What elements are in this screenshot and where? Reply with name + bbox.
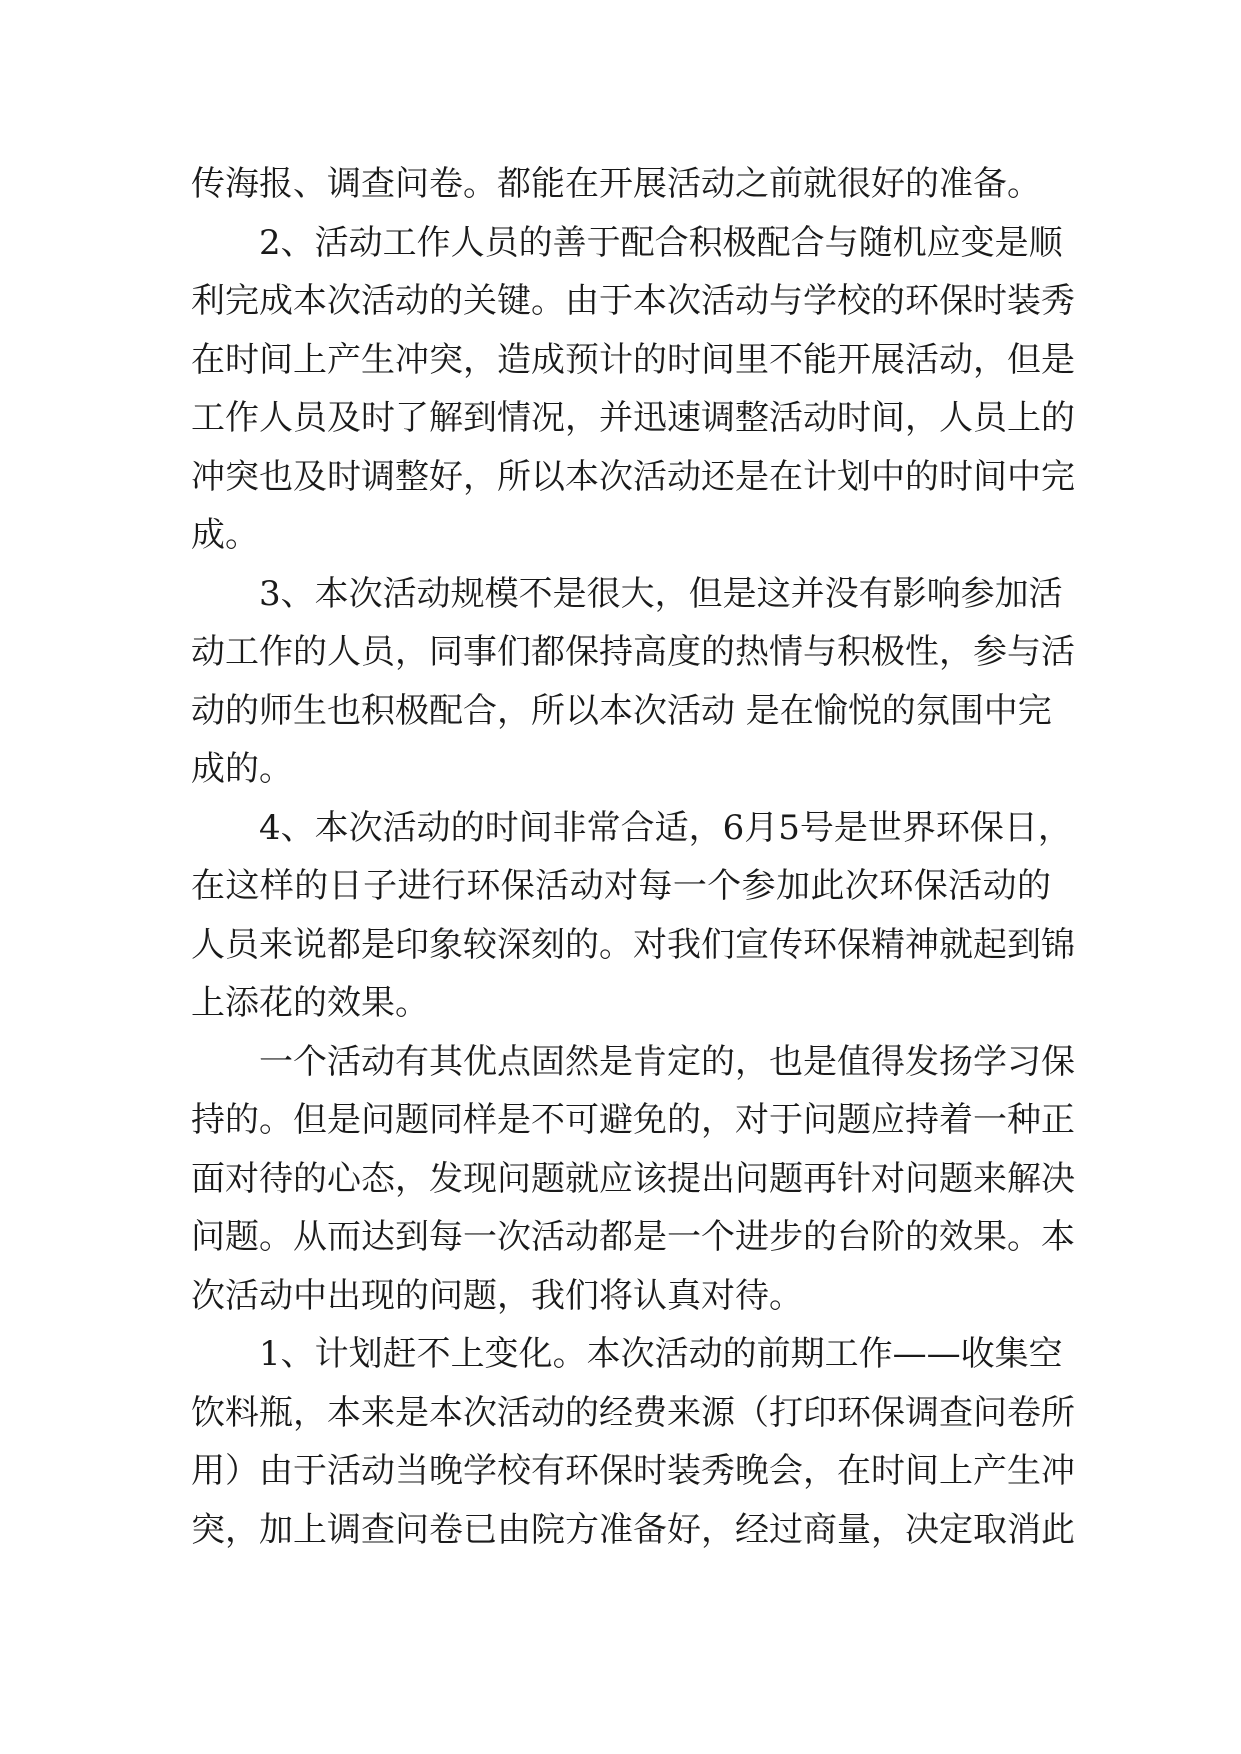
text-line: 动工作的人员，同事们都保持高度的热情与积极性，参与活	[191, 632, 1075, 672]
text-line: 持的。但是问题同样是不可避免的，对于问题应持着一种正	[191, 1100, 1075, 1140]
text-line: 在这样的日子进行环保活动对每一个参加此次环保活动的	[191, 866, 1051, 906]
text-line: 4、本次活动的时间非常合适，6月5号是世界环保日，	[259, 807, 1072, 848]
text-line: 次活动中出现的问题，我们将认真对待。	[191, 1275, 803, 1316]
text-line: 问题。从而达到每一次活动都是一个进步的台阶的效果。本	[191, 1217, 1075, 1257]
text-line: 人员来说都是印象较深刻的。对我们宣传环保精神就起到锦	[191, 924, 1075, 965]
text-line: 2、活动工作人员的善于配合积极配合与随机应变是顺	[259, 222, 1063, 263]
text-line: 传海报、调查问卷。都能在开展活动之前就很好的准备。	[191, 164, 1041, 204]
text-line: 冲突也及时调整好，所以本次活动还是在计划中的时间中完	[191, 456, 1075, 497]
text-line: 上添花的效果。	[191, 983, 429, 1023]
text-line: 工作人员及时了解到情况，并迅速调整活动时间，人员上的	[191, 398, 1075, 438]
text-line: 利完成本次活动的关键。由于本次活动与学校的环保时装秀	[191, 281, 1075, 321]
text-line: 动的师生也积极配合，所以本次活动 是在愉悦的氛围中完	[191, 690, 1052, 731]
text-line: 用）由于活动当晚学校有环保时装秀晚会，在时间上产生冲	[191, 1451, 1075, 1491]
text-line: 在时间上产生冲突，造成预计的时间里不能开展活动，但是	[191, 339, 1075, 380]
text-line: 成的。	[191, 749, 293, 789]
text-line: 3、本次活动规模不是很大，但是这并没有影响参加活	[259, 573, 1063, 614]
text-line: 饮料瓶，本来是本次活动的经费来源（打印环保调查问卷所	[191, 1392, 1075, 1433]
text-line: 成。	[191, 515, 259, 555]
text-line: 面对待的心态，发现问题就应该提出问题再针对问题来解决	[191, 1158, 1075, 1199]
document-body	[191, 155, 1075, 1559]
text-line: 突，加上调查问卷已由院方准备好，经过商量，决定取消此	[191, 1509, 1075, 1550]
text-line: 一个活动有其优点固然是肯定的，也是值得发扬学习保	[259, 1041, 1075, 1082]
text-line: 1、计划赶不上变化。本次活动的前期工作——收集空	[259, 1334, 1063, 1374]
